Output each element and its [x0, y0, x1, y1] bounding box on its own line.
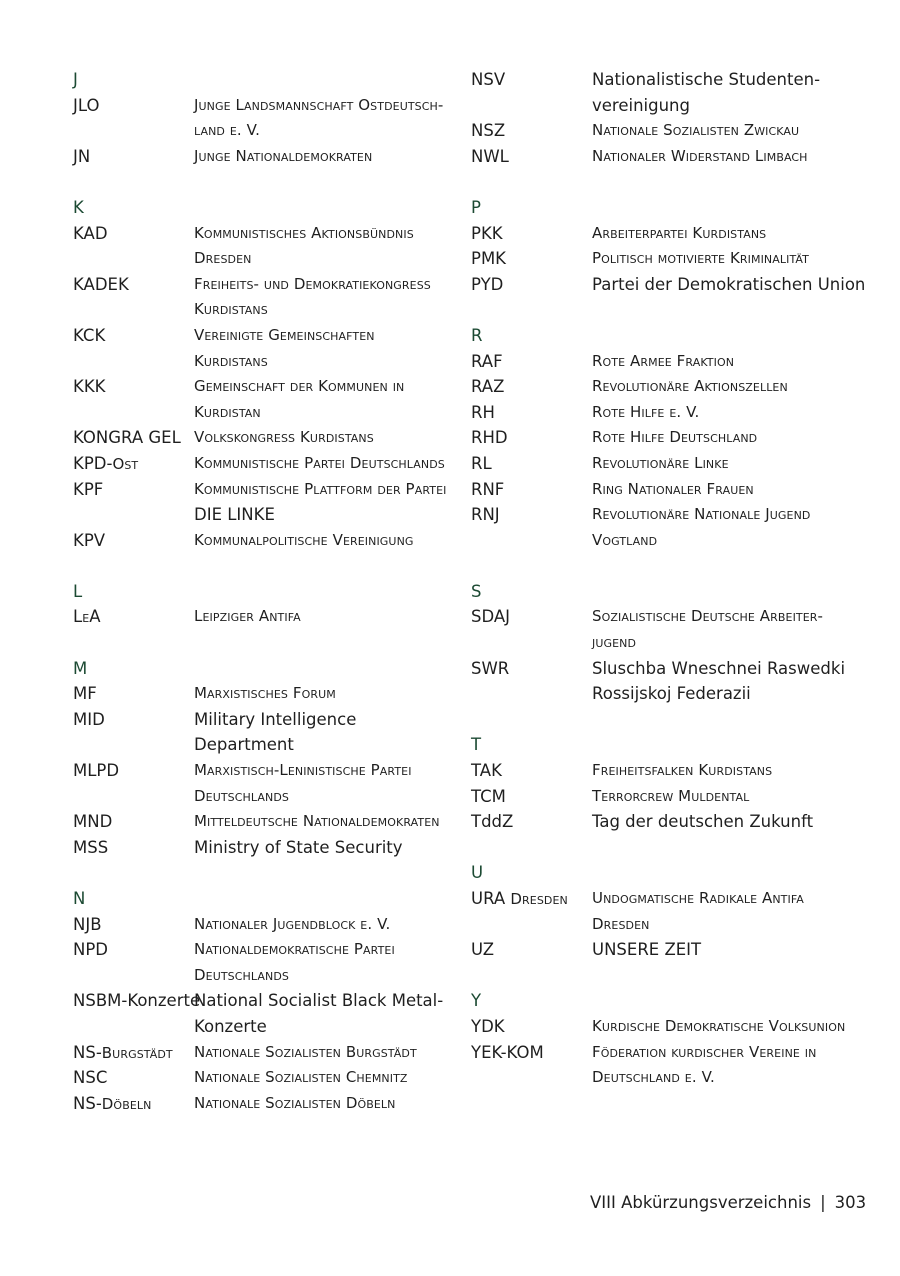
- abbreviation: MF: [73, 684, 97, 704]
- definition-line: Gemeinschaft der Kommunen in: [194, 377, 405, 396]
- definition-line: Nationale Sozialisten Burgstädt: [194, 1042, 417, 1061]
- definition-line: Deutschlands: [194, 786, 289, 805]
- abbreviation-entry: [471, 1040, 851, 1091]
- definition-line: Dresden: [194, 249, 252, 268]
- abbreviation-entry: [73, 1065, 453, 1091]
- definition-line: Tag der deutschen Zukunft: [592, 812, 814, 832]
- abbreviation: NS-Döbeln: [73, 1093, 152, 1113]
- abbreviation: PYD: [471, 274, 504, 294]
- definition-line: Sozialistische Deutsche Arbeiter-: [592, 607, 824, 626]
- abbreviation-entry: [73, 477, 453, 528]
- definition-line: Sluschba Wneschnei Raswedki: [592, 658, 846, 678]
- definition-line: Dresden: [592, 914, 650, 933]
- abbreviation: MSS: [73, 837, 109, 857]
- definition-line: Nationale Sozialisten Zwickau: [592, 121, 800, 140]
- abbreviation: NJB: [73, 914, 102, 934]
- abbreviation-entry: [471, 272, 866, 298]
- definition-line: Junge Landsmannschaft Ostdeutsch-: [194, 95, 444, 114]
- abbreviation-entry: [73, 912, 453, 938]
- abbreviation-entry: [471, 758, 851, 784]
- definition-line: Kommunalpolitische Vereinigung: [194, 530, 414, 549]
- abbreviation: KADEK: [73, 274, 129, 294]
- definition-line: Konzerte: [194, 1016, 267, 1036]
- abbreviation-entry: [73, 323, 453, 374]
- definition-line: Junge Nationaldemokraten: [194, 146, 373, 165]
- section-gap: [73, 860, 453, 886]
- definition-line: Nationalistische Studenten-: [592, 70, 821, 89]
- definition-line: Kommunistisches Aktionsbündnis: [194, 223, 414, 242]
- definition-line: land e. V.: [194, 121, 260, 140]
- section-letter: U: [471, 863, 484, 883]
- abbreviation: KKK: [73, 377, 106, 397]
- definition-line: Kommunistische Partei Deutschlands: [194, 453, 445, 472]
- definition-line: Rote Armee Fraktion: [592, 351, 735, 370]
- section-letter: L: [73, 581, 83, 601]
- section-gap: [471, 169, 851, 195]
- section-letter: Y: [471, 991, 482, 1011]
- definition-line: Rossijskoj Federazii: [592, 684, 751, 704]
- abbreviation: RHD: [471, 428, 508, 448]
- abbreviation-entry: [73, 604, 453, 630]
- abbreviation-entry: [471, 937, 851, 963]
- abbreviation-entry: [73, 758, 453, 809]
- abbreviation: KPF: [73, 479, 104, 499]
- section-letter: N: [73, 889, 86, 908]
- section-gap: [73, 630, 453, 656]
- definition-line: Nationaler Widerstand Limbach: [592, 146, 808, 165]
- definition-line: Nationale Sozialisten Chemnitz: [194, 1068, 408, 1087]
- abbreviation-entry: [471, 246, 851, 272]
- abbreviation: RAZ: [471, 377, 505, 397]
- abbreviation-entry: [471, 1014, 851, 1040]
- definition-line: Kurdische Demokratische Volksunion: [592, 1016, 846, 1035]
- abbreviation-entry: [73, 425, 453, 451]
- page-footer: [590, 1193, 866, 1212]
- abbreviation-entry: [471, 425, 851, 451]
- abbreviation: YDK: [471, 1016, 505, 1036]
- definition-line: Kurdistans: [194, 351, 268, 370]
- abbreviation: NPD: [73, 940, 108, 960]
- abbreviation-entry: [471, 809, 851, 835]
- abbreviation: PMK: [471, 249, 507, 269]
- section-gap: [471, 707, 851, 733]
- abbreviation-entry: [471, 349, 851, 375]
- section-gap: [471, 297, 851, 323]
- definition-line: Kurdistans: [194, 300, 268, 319]
- definition-line: Rote Hilfe Deutschland: [592, 428, 758, 447]
- definition-line: Revolutionäre Linke: [592, 453, 729, 472]
- definition-line: Revolutionäre Aktionszellen: [592, 377, 788, 396]
- definition-line: Freiheits- und Demokratiekongress: [194, 274, 431, 293]
- section-letter: T: [471, 735, 482, 755]
- abbreviation: NWL: [471, 146, 509, 166]
- definition-line: Leipziger Antifa: [194, 607, 301, 626]
- abbreviation-entry: [73, 144, 453, 170]
- section-gap: [73, 169, 453, 195]
- abbreviation: UZ: [471, 940, 495, 960]
- abbreviation: PKK: [471, 223, 503, 243]
- definition-line: Deutschland e. V.: [592, 1068, 715, 1087]
- abbreviation: TddZ: [471, 812, 514, 832]
- abbreviation: JN: [73, 146, 91, 166]
- abbreviation-entry: [73, 835, 453, 861]
- right-column: [471, 67, 866, 1091]
- definition-line: Freiheitsfalken Kurdistans: [592, 761, 773, 780]
- section-letter: R: [471, 325, 483, 345]
- definition-line: Kurdistan: [194, 402, 261, 421]
- definition-line: UNSERE ZEIT: [592, 940, 702, 960]
- abbreviation-entry: [471, 604, 851, 655]
- abbreviation: NSZ: [471, 121, 506, 141]
- definition-line: Undogmatische Radikale Antifa: [592, 889, 804, 907]
- abbreviation: RNF: [471, 479, 505, 499]
- definition-line: Vogtland: [592, 530, 658, 549]
- definition-line: Föderation kurdischer Vereine in: [592, 1042, 817, 1061]
- abbreviation-entry: [471, 144, 851, 170]
- abbreviation-entry: [73, 1040, 453, 1066]
- abbreviation: RH: [471, 402, 495, 422]
- abbreviation-entry: [471, 477, 851, 503]
- definition-line: Military Intelligence: [194, 709, 357, 729]
- section-letter: P: [471, 197, 481, 217]
- abbreviation-entry: [471, 118, 851, 144]
- definition-line: Arbeiterpartei Kurdistans: [592, 223, 767, 242]
- abbreviation-entry: [471, 221, 851, 247]
- abbreviation: JLO: [73, 95, 100, 115]
- abbreviation: MID: [73, 709, 105, 729]
- page-number: 303: [834, 1193, 867, 1212]
- abbreviation: MND: [73, 812, 113, 832]
- abbreviation-entry: [73, 528, 453, 554]
- abbreviation: NSBM-Konzerte: [73, 991, 201, 1011]
- definition-line: Terrorcrew Muldental: [592, 786, 750, 805]
- definition-line: Department: [194, 735, 294, 755]
- definition-line: Deutschlands: [194, 965, 289, 984]
- left-column: [73, 67, 453, 1116]
- section-letter: S: [471, 581, 482, 601]
- definition-line: Vereinigte Gemeinschaften: [194, 325, 375, 344]
- abbreviation: RNJ: [471, 505, 500, 525]
- definition-line: Marxistisches Forum: [194, 684, 336, 703]
- section-gap: [73, 553, 453, 579]
- abbreviation: RL: [471, 453, 492, 473]
- definition-line: Kommunistische Plattform der Partei: [194, 479, 447, 498]
- section-gap: [471, 553, 851, 579]
- abbreviation: TCM: [471, 786, 506, 806]
- definition-line: Revolutionäre Nationale Jugend: [592, 505, 811, 524]
- abbreviation: TAK: [471, 761, 502, 781]
- abbreviation: NSC: [73, 1068, 108, 1088]
- abbreviation: KONGRA GEL: [73, 428, 181, 448]
- definition-line: vereinigung: [592, 95, 690, 115]
- definition-line: Mitteldeutsche Nationaldemokraten: [194, 812, 440, 831]
- section-gap: [471, 835, 851, 861]
- abbreviation-entry: [73, 451, 453, 477]
- definition-line: Politisch motivierte Kriminalität: [592, 249, 809, 268]
- abbreviation-entry: [73, 374, 453, 425]
- abbreviation-entry: [73, 221, 453, 272]
- abbreviation-entry: [471, 784, 851, 810]
- abbreviation: RAF: [471, 351, 503, 371]
- definition-line: DIE LINKE: [194, 505, 275, 525]
- footer-separator: |: [820, 1193, 826, 1212]
- abbreviation-entry: [73, 809, 453, 835]
- abbreviation-entry: [471, 400, 851, 426]
- definition-line: Ministry of State Security: [194, 837, 403, 857]
- abbreviation-entry: [471, 67, 851, 118]
- abbreviation: NSV: [471, 70, 506, 89]
- definition-line: Nationale Sozialisten Döbeln: [194, 1093, 396, 1112]
- abbreviation-entry: [471, 656, 851, 707]
- abbreviation: KPD-Ost: [73, 453, 139, 473]
- definition-line: Nationaldemokratische Partei: [194, 940, 395, 959]
- abbreviation-entry: [73, 272, 453, 323]
- definition-line: National Socialist Black Metal-: [194, 991, 444, 1011]
- abbreviation-entry: [73, 1091, 453, 1117]
- abbreviation-entry: [471, 502, 851, 553]
- abbreviation: MLPD: [73, 761, 120, 781]
- abbreviation-entry: [73, 707, 453, 758]
- definition-line: jugend: [592, 633, 637, 652]
- abbreviation: URA Dresden: [471, 889, 568, 908]
- definition-line: Ring Nationaler Frauen: [592, 479, 754, 498]
- abbreviation-entry: [471, 886, 851, 937]
- definition-line: Marxistisch-Leninistische Partei: [194, 761, 412, 780]
- section-letter: J: [73, 70, 78, 89]
- section-letter: M: [73, 658, 88, 678]
- abbreviation-entry: [73, 988, 453, 1039]
- abbreviation: KCK: [73, 325, 106, 345]
- definition-line: Rote Hilfe e. V.: [592, 402, 700, 421]
- section-gap: [471, 963, 851, 989]
- abbreviation: LeA: [73, 607, 101, 627]
- abbreviation: YEK-KOM: [471, 1042, 544, 1062]
- footer-chapter: VIII Abkürzungsverzeichnis: [590, 1193, 812, 1212]
- definition-line: Partei der Demokratischen Union: [592, 274, 866, 294]
- abbreviation: KPV: [73, 530, 106, 550]
- abbreviation: NS-Burgstädt: [73, 1042, 173, 1062]
- abbreviation: SDAJ: [471, 607, 511, 627]
- definition-line: Volkskongress Kurdistans: [194, 428, 374, 447]
- section-letter: K: [73, 197, 84, 217]
- abbreviation-entry: [73, 93, 453, 144]
- abbreviation: KAD: [73, 223, 108, 243]
- abbreviation-entry: [471, 451, 851, 477]
- abbreviation-entry: [73, 937, 453, 988]
- abbreviation-entry: [73, 681, 453, 707]
- abbreviation-entry: [471, 374, 851, 400]
- abbreviation: SWR: [471, 658, 510, 678]
- definition-line: Nationaler Jugendblock e. V.: [194, 914, 391, 933]
